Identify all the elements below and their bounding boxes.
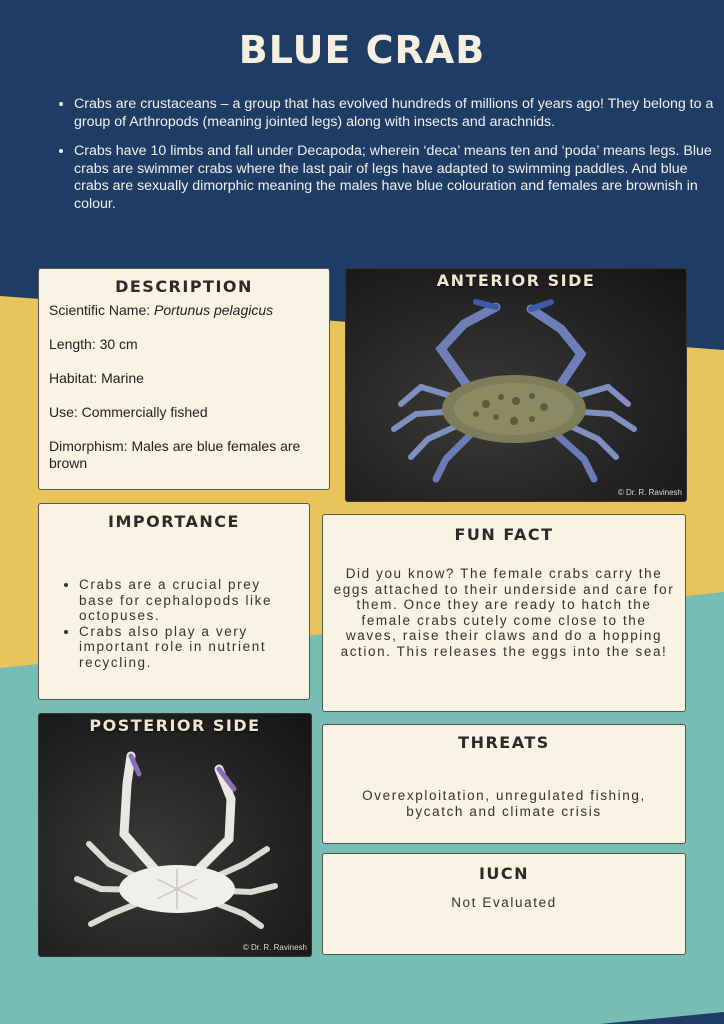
iucn-status: Not Evaluated: [451, 895, 557, 910]
fun-fact-heading: FUN FACT: [454, 525, 554, 544]
anterior-crab-photo: [345, 268, 687, 502]
threats-text: Overexploitation, unregulated fishing, bycatch and climate crisis: [362, 788, 646, 819]
page-title: BLUE CRAB: [238, 28, 486, 72]
iucn-card: [322, 853, 686, 955]
intro-item: • Crabs are crustaceans – a group that has evolved hundreds of millions of years ago! They belong to a group of Arthropods (meaning jointed legs) along with insects and arachnids.: [74, 96, 714, 131]
habitat-fact: Habitat: Marine: [49, 370, 144, 386]
intro-item: • Crabs have 10 limbs and fall under Decapoda; wherein ‘deca’ means ten and ‘poda’ means legs. Blue crabs are swimmer crabs where the last pair of legs have adapted to swimming paddles. And blue crabs are sexually dimorphic meaning the males have blue colouration and females are brownish in colour.: [74, 143, 714, 213]
posterior-photo-credit: © Dr. R. Ravinesh: [242, 943, 307, 952]
iucn-heading: IUCN: [478, 864, 530, 883]
anterior-heading: ANTERIOR SIDE: [436, 271, 596, 290]
crab-underside-illustration: [39, 714, 311, 956]
importance-heading: IMPORTANCE: [108, 512, 240, 531]
dimorphism-fact: Dimorphism: Males are blue females are brown: [49, 438, 301, 471]
importance-list: [49, 577, 299, 671]
threats-heading: THREATS: [458, 733, 550, 752]
fun-fact-card: [322, 514, 686, 712]
importance-item: • Crabs also play a very important role in nutrient recycling.: [79, 624, 299, 671]
intro-list: [56, 96, 714, 225]
scientific-name-value: Portunus pelagicus: [154, 302, 274, 318]
description-card: [38, 268, 330, 490]
anterior-photo-credit: © Dr. R. Ravinesh: [617, 488, 682, 497]
scientific-name: [49, 302, 319, 319]
scientific-name-label: Scientific Name:: [49, 302, 155, 318]
use-fact: Use: Commercially fished: [49, 404, 208, 420]
blue-crab-illustration: [346, 269, 686, 501]
threats-card: [322, 724, 686, 844]
posterior-heading: POSTERIOR SIDE: [89, 716, 261, 735]
description-heading: DESCRIPTION: [115, 277, 253, 296]
importance-card: [38, 503, 310, 700]
fun-fact-text: Did you know? The female crabs carry the eggs attached to their underside and care for them. Once they are ready to hatch the female crabs cutely come close to the waves, raise their claws and do a hopping action. This releases the eggs into the sea!: [333, 566, 675, 659]
posterior-crab-photo: [38, 713, 312, 957]
length-fact: Length: 30 cm: [49, 336, 138, 352]
importance-item: • Crabs are a crucial prey base for cephalopods like octopuses.: [79, 577, 299, 624]
